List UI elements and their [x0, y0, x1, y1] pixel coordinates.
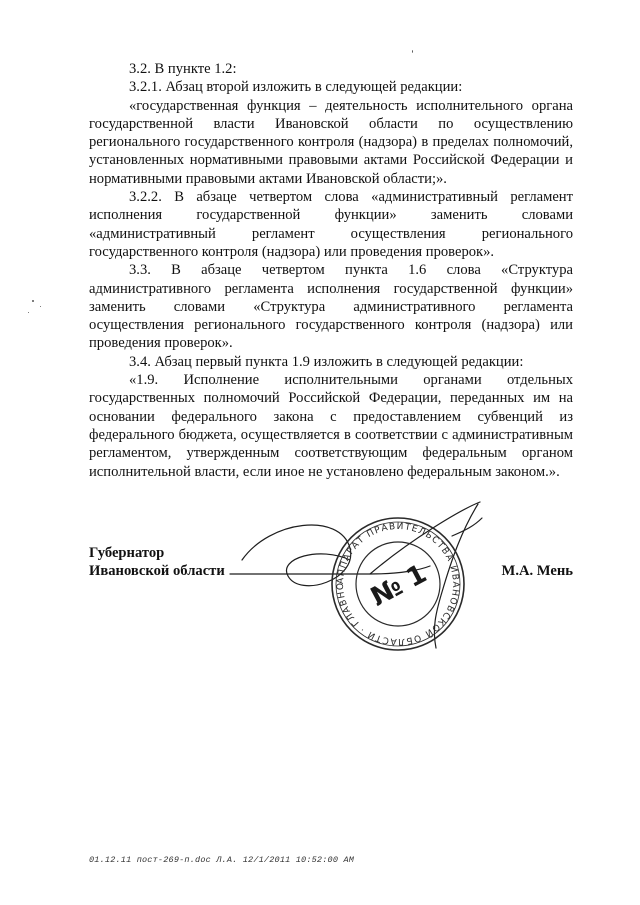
- paragraph-3-2-2: 3.2.2. В абзаце четвертом слова «административный регламент исполнения государственной функции» заменить словами «административный регламент осуществления регионального государственного контроля (надзора) или проведения проверок».: [89, 189, 573, 260]
- paragraph-quote-state-function: «государственная функция – деятельность исполнительного органа государственной власти Ивановской области по осуществлению регионального государственного контроля (надзора) в пределах полномочий, установленных нормативными правовыми актами Российской Федерации и нормативными правовыми актами Ивановской области;».: [89, 97, 573, 187]
- paragraph-3-3: 3.3. В абзаце четвертом пункта 1.6 слова «Структура административного регламента исполнения государственной функции» заменить словами «Структура административного регламента осуществления регионального государственного контроля (надзора) или проведения проверок».: [89, 262, 573, 352]
- document-body: [89, 60, 573, 481]
- seal-stamp-with-signature: [225, 493, 490, 660]
- paragraph-3-2-1: 3.2.1. Абзац второй изложить в следующей редакции:: [129, 79, 463, 96]
- scan-speck: [32, 300, 34, 302]
- signatory-name: М.А. Мень: [501, 563, 573, 580]
- scan-speck: [40, 306, 41, 307]
- file-footer: 01.12.11 пост-269-п.doc Л.А. 12/1/2011 10:52:00 AM: [89, 855, 355, 865]
- paragraph-3-2: 3.2. В пункте 1.2:: [129, 61, 237, 77]
- paragraph-3-4: 3.4. Абзац первый пункта 1.9 изложить в следующей редакции:: [129, 353, 524, 370]
- position-line-2: Ивановской области: [89, 563, 225, 580]
- scan-speck: [412, 50, 413, 53]
- svg-text:АППАРАТ ПРАВИТЕЛЬСТВА ИВАНОВСК: [226, 493, 460, 646]
- stamp-number: № 1: [366, 558, 432, 613]
- position-line-1: Губернатор: [89, 545, 165, 561]
- scan-speck: [28, 312, 29, 313]
- paragraph-quote-1-9: «1.9. Исполнение исполнительными органами отдельных государственных полномочий Российской Федерации, переданных им на основании федерального закона с предоставлением субвенций из федерального бюджета, осуществляется в соответствии с административным регламентом, утвержденным соответствующим федеральным органом исполнительной власти, если иное не установлено федеральным законом.».: [89, 372, 573, 480]
- handwritten-signature: [230, 502, 482, 648]
- stamp-ring-text: АППАРАТ ПРАВИТЕЛЬСТВА ИВАНОВСКОЙ ОБЛАСТИ · ГЛАВНОЕ ПРАВОВОЕ УПРАВЛЕНИЕ ·: [225, 493, 461, 647]
